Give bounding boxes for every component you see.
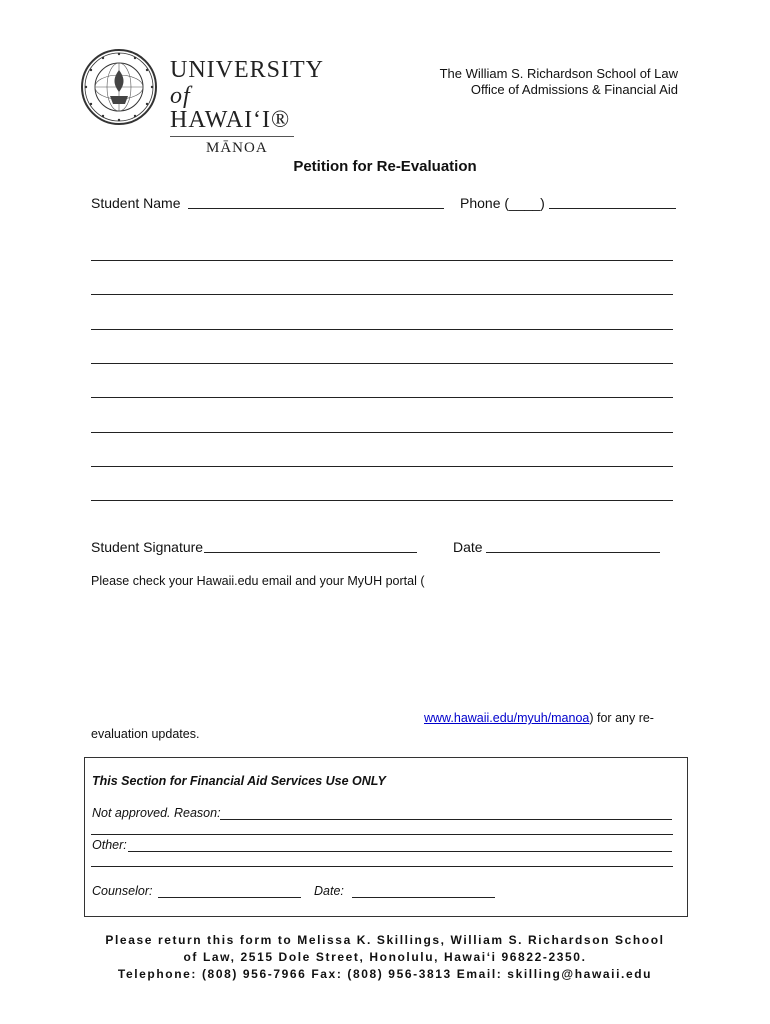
return-line-3: Telephone: (808) 956-7966 Fax: (808) 956-3813 Email: skilling@hawaii.edu [117,967,653,981]
date-field[interactable] [486,552,660,553]
student-signature-label: Student Signature [91,539,204,555]
portal-note-end: evaluation updates. [91,727,200,741]
petition-line[interactable] [91,329,673,330]
return-line-2: of Law, 2515 Dole Street, Honolulu, Hawaiʻi 96822-2350. [183,950,587,964]
wordmark-hawaii-name: HAWAIʻI® [170,107,291,133]
petition-line[interactable] [91,363,673,364]
not-approved-reason-field[interactable] [220,819,672,820]
office-date-field[interactable] [352,897,495,898]
return-instructions [0,932,770,983]
phone-field[interactable] [549,208,676,209]
university-seal-icon [80,48,158,126]
portal-note-continued: ) for any re- [589,711,654,725]
wordmark-divider [170,136,294,137]
petition-line[interactable] [91,294,673,295]
student-name-field[interactable] [188,208,444,209]
other-field[interactable] [128,851,672,852]
office-name: Office of Admissions & Financial Aid [470,82,678,97]
student-name-label: Student Name [91,195,181,211]
petition-line[interactable] [91,500,673,501]
petition-line[interactable] [91,260,673,261]
office-use-heading: This Section for Financial Aid Services Use ONLY [92,774,386,788]
wordmark-hawaii [170,84,310,132]
portal-link[interactable]: www.hawaii.edu/myuh/manoa [424,711,590,725]
date-label: Date [453,539,483,555]
form-title: Petition for Re-Evaluation [293,158,477,175]
petition-line[interactable] [91,397,673,398]
wordmark-of: of [170,83,191,109]
university-wordmark [170,57,324,157]
portal-link-row [424,711,654,725]
phone-label: Phone (____) [460,195,545,211]
school-name: The William S. Richardson School of Law [439,66,678,81]
not-approved-reason-line[interactable] [91,834,673,835]
counselor-field[interactable] [158,897,301,898]
wordmark-university: UNIVERSITY [170,57,324,83]
wordmark-manoa: MĀNOA [206,140,268,156]
student-signature-field[interactable] [204,552,417,553]
office-date-label: Date: [314,884,344,898]
other-label: Other: [92,838,127,852]
petition-line[interactable] [91,466,673,467]
petition-line[interactable] [91,432,673,433]
not-approved-label: Not approved. Reason: [92,806,221,820]
school-info [440,66,678,98]
return-line-1: Please return this form to Melissa K. Skillings, William S. Richardson School [105,933,665,947]
other-line[interactable] [91,866,673,867]
portal-note: Please check your Hawaii.edu email and your MyUH portal ( [91,574,425,588]
counselor-label: Counselor: [92,884,153,898]
